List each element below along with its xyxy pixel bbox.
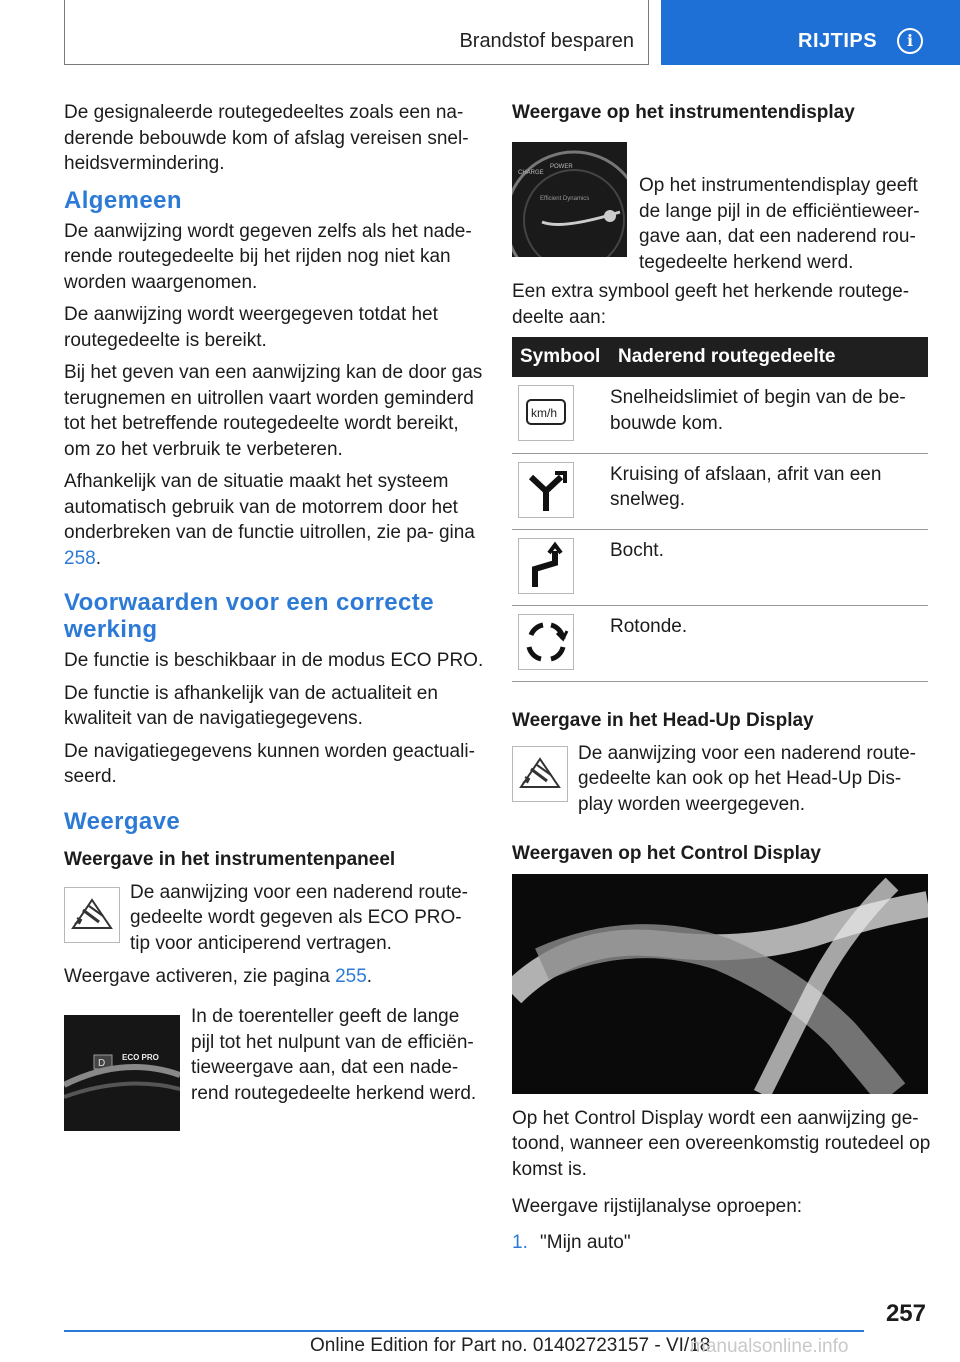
eco-pro-label: ECO PRO: [122, 1053, 159, 1062]
page-number: 257: [885, 1300, 926, 1327]
heading-voorwaarden: Voorwaarden voor een correcte werking: [64, 589, 434, 643]
paragraph: De functie is beschikbaar in de modus ECO PRO.: [64, 650, 484, 671]
intro-paragraph: De gesignaleerde routegedeeltes zoals een na- derende bebouwde kom of afslag vereisen snel- heidsvermindering.: [64, 102, 469, 174]
header-chapter-tab[interactable]: [661, 0, 960, 65]
paragraph-text: Afhankelijk van de situatie maakt het systeem automatisch gebruik van de motorrem door het onderbreken van de functie uitrollen, zie pa- gina: [64, 471, 475, 543]
junction-exit-icon: [518, 462, 574, 518]
table-row: [512, 605, 928, 681]
table-row: [512, 453, 928, 529]
table-header-row: [512, 337, 928, 377]
subheading-control-display: Weergaven op het Control Display: [512, 842, 821, 864]
list-item: [512, 1230, 932, 1256]
anticipation-warning-icon: [512, 746, 568, 802]
gauge-efficient-label: Efficient Dynamics: [540, 196, 590, 202]
speed-limit-icon: [518, 385, 574, 441]
paragraph: De aanwijzing voor een naderend route- gedeelte wordt gegeven als ECO PRO- tip voor anticiperend vertragen.: [130, 881, 468, 954]
control-display-route-image: [512, 874, 928, 1094]
header-chapter-label: RIJTIPS: [798, 30, 878, 52]
heading-weergave: Weergave: [64, 807, 181, 835]
paragraph: Op het Control Display wordt een aanwijzing ge- toond, wanneer een overeenkomstig routedeel op komst is.: [512, 1107, 931, 1180]
header-section-box: [64, 0, 649, 65]
row-description: Rotonde.: [610, 605, 928, 681]
row-description: Bocht.: [610, 529, 928, 605]
paragraph: In de toerenteller geeft de lange pijl tot het nulpunt van de efficiën- tieweergave aan, dat een nade- rend routegedeelte herkend werd.: [191, 1006, 477, 1104]
eco-gear-indicator: D: [98, 1058, 106, 1069]
footer-divider: [64, 1330, 864, 1332]
punct: .: [95, 547, 101, 569]
paragraph-text: Weergave activeren, zie pagina: [64, 965, 330, 987]
table-row: [512, 529, 928, 605]
subheading-head-up-display: Weergave in het Head-Up Display: [512, 709, 814, 731]
paragraph: De functie is afhankelijk van de actualiteit en kwaliteit van de navigatiegegevens.: [64, 682, 438, 729]
info-icon[interactable]: i: [897, 28, 923, 54]
left-column: [64, 100, 484, 1134]
gauge-power-label: POWER: [550, 164, 573, 170]
paragraph: De aanwijzing wordt gegeven zelfs als het nade- rende routegedeelte bij het rijden nog niet kan worden waargenomen.: [64, 220, 472, 293]
footer-edition: Online Edition for Part no. 01402723157 - VI/18: [310, 1335, 711, 1356]
col-header-symbol: Symbool: [512, 337, 610, 377]
anticipation-warning-icon: [64, 887, 120, 943]
paragraph: Weergave rijstijlanalyse oproepen:: [512, 1196, 803, 1217]
curve-icon: [518, 538, 574, 594]
row-description: Snelheidslimiet of begin van de be- bouwde kom.: [610, 377, 928, 453]
instrument-display-figure: [512, 133, 932, 273]
paragraph: De aanwijzing voor een naderend route- gedeelte kan ook op het Head-Up Dis- play worden weergegeven.: [578, 742, 916, 815]
subheading-instrumentendisplay: Weergave op het instrumentendisplay: [512, 102, 855, 123]
paragraph: Een extra symbool geeft het herkende routege- deelte aan:: [512, 281, 910, 328]
paragraph: Op het instrumentendisplay geeft de lange pijl in de efficiëntieweer- gave aan, dat een naderend rou- tegedeelte herkend werd.: [639, 175, 920, 273]
col-header-description: Naderend routegedeelte: [610, 337, 928, 377]
roundabout-icon: [518, 614, 574, 670]
tachometer-eco-pro-image: [64, 1015, 180, 1131]
paragraph: [64, 469, 484, 571]
subheading-instrumentenpaneel: Weergave in het instrumentenpaneel: [64, 848, 396, 870]
instr-hint-figure: [64, 880, 484, 964]
list-text: "Mijn auto": [540, 1231, 631, 1253]
list-number: 1.: [512, 1231, 528, 1253]
table-row: [512, 377, 928, 453]
page-link-255[interactable]: 255: [335, 965, 367, 987]
page-link-258[interactable]: 258: [64, 547, 96, 569]
route-symbol-table: [512, 337, 928, 682]
header-section-title: Brandstof besparen: [459, 30, 634, 52]
heading-algemeen: Algemeen: [64, 186, 182, 214]
right-column: [512, 100, 932, 1255]
gauge-charge-label: CHARGE: [518, 170, 544, 176]
efficiency-gauge-image: [512, 142, 627, 257]
hud-figure: [512, 741, 932, 841]
footer-watermark: manualsonline.info: [690, 1336, 849, 1357]
row-description: Kruising of afslaan, afrit van een snelweg.: [610, 453, 928, 529]
speed-limit-icon-text: km/h: [531, 406, 558, 420]
punct: .: [366, 965, 373, 987]
eco-pro-figure: [64, 1004, 484, 1134]
paragraph: De aanwijzing wordt weergegeven totdat het routegedeelte is bereikt.: [64, 304, 438, 351]
paragraph: [64, 964, 484, 990]
paragraph: De navigatiegegevens kunnen worden geactuali- seerd.: [64, 740, 475, 787]
paragraph: Bij het geven van een aanwijzing kan de door gas terugnemen en uitrollen vaart worden geminderd tot het betreffende routegedeelte wordt bereikt, om zo het verbruik te verbeteren.: [64, 362, 483, 460]
